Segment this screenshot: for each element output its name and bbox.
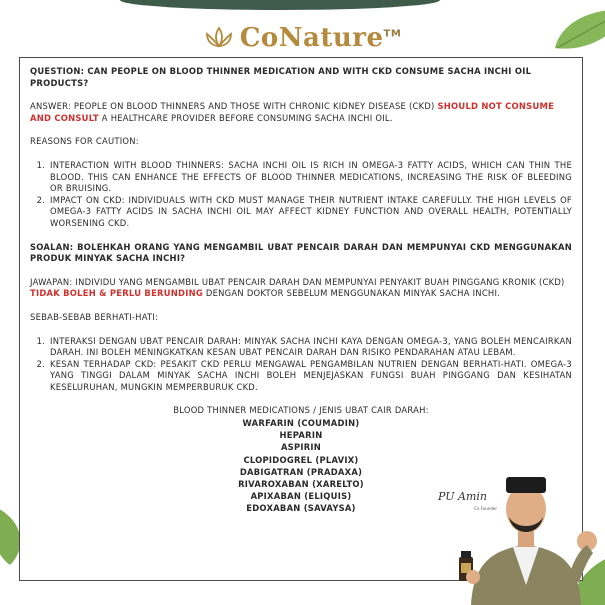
list-item: HEPARIN	[279, 430, 323, 441]
lotus-icon	[204, 26, 234, 50]
malay-reasons-list	[30, 336, 572, 394]
list-item: DABIGATRAN (PRADAXA)	[239, 466, 363, 477]
list-item: 1. INTERACTION WITH BLOOD THINNERS: SACHA INCHI OIL IS RICH IN OMEGA-3 FATTY ACIDS, WHICH CAN THIN THE BLOOD. THIS CAN ENHANCE THE EFFECTS OF BLOOD THINNER MEDICATIONS, INCREASING THE RISK OF BLEEDING OR BRUISING.	[48, 160, 572, 195]
top-decor-bar	[120, 0, 440, 10]
list-item: 2. IMPACT ON CKD: INDIVIDUALS WITH CKD MUST MANAGE THEIR NUTRIENT INTAKE CAREFULLY. THE HIGH LEVELS OF OMEGA-3 FATTY ACIDS IN SACHA INCHI OIL MAY AFFECT KIDNEY FUNCTION AND OVERALL HEALTH, POTENTIALLY WORSENING CKD.	[48, 195, 572, 230]
list-item: WARFARIN (COUMADIN)	[242, 418, 360, 429]
list-item: APIXABAN (ELIQUIS)	[250, 491, 352, 502]
founder-photo	[451, 445, 601, 605]
list-item: EDOXABAN (SAVAYSA)	[246, 503, 356, 514]
list-item: 1. INTERAKSI DENGAN UBAT PENCAIR DARAH: MINYAK SACHA INCHI KAYA DENGAN OMEGA-3, YANG BOLEH MENCAIRKAN DARAH. INI BOLEH MENINGKATKAN KESAN UBAT PENCAIR DARAH DAN RISIKO PENDARAHAN ATAU LEBAM.	[48, 336, 572, 359]
english-answer: ANSWER: PEOPLE ON BLOOD THINNERS AND THOSE WITH CHRONIC KIDNEY DISEASE (CKD) SHOULD NOT CONSUME AND CONSULT A HEALTHCARE PROVIDER BEFORE CONSUMING SACHA INCHI OIL.	[30, 101, 555, 123]
list-item: CLOPIDOGREL (PLAVIX)	[243, 454, 359, 465]
list-item: ASPIRIN	[280, 442, 322, 453]
malay-reasons-title: SEBAB-SEBAB BERHATI-HATI:	[30, 311, 159, 322]
signature: PU Amin	[438, 490, 487, 503]
malay-answer-highlight: TIDAK BOLEH & PERLU BERUNDING	[30, 288, 203, 299]
english-reasons-title: REASONS FOR CAUTION:	[30, 136, 139, 147]
english-question: QUESTION: CAN PEOPLE ON BLOOD THINNER MEDICATION AND WITH CKD CONSUME SACHA INCHI OIL PRODUCTS?	[30, 66, 532, 88]
malay-question: SOALAN: BOLEHKAH ORANG YANG MENGAMBIL UBAT PENCAIR DARAH DAN MEMPUNYAI CKD MENGGUNAKAN PRODUK MINYAK SACHA INCHI?	[30, 241, 572, 264]
english-reasons-list	[30, 160, 572, 230]
english-answer-highlight: SHOULD NOT CONSUME AND CONSULT	[30, 101, 555, 123]
list-item: RIVAROXABAN (XARELTO)	[238, 479, 364, 490]
list-item: 2. KESAN TERHADAP CKD: PESAKIT CKD PERLU MENGAWAL PENGAMBILAN NUTRIEN DENGAN BERHATI-HATI. OMEGA-3 YANG TINGGI DALAM MINYAK SACHA INCHI BOLEH MENJEJASKAN FUNGSI BUAH PINGGANG DAN KESIHATAN KESELURUHAN, MUNGKIN MEMPERBURUK CKD.	[48, 359, 572, 394]
signature-subtitle: Co Founder	[474, 506, 497, 511]
trademark: TM	[383, 28, 402, 40]
brand-logo	[0, 22, 605, 54]
medications-heading: BLOOD THINNER MEDICATIONS / JENIS UBAT CAIR DARAH:	[173, 405, 429, 416]
malay-answer: JAWAPAN: INDIVIDU YANG MENGAMBIL UBAT PENCAIR DARAH DAN MEMPUNYAI PENYAKIT BUAH PINGGANG KRONIK (CKD) TIDAK BOLEH & PERLU BERUNDING DENGAN DOKTOR SEBELUM MENGGUNAKAN MINYAK SACHA INCHI.	[30, 276, 565, 299]
brand-name: CoNature™	[239, 23, 402, 53]
